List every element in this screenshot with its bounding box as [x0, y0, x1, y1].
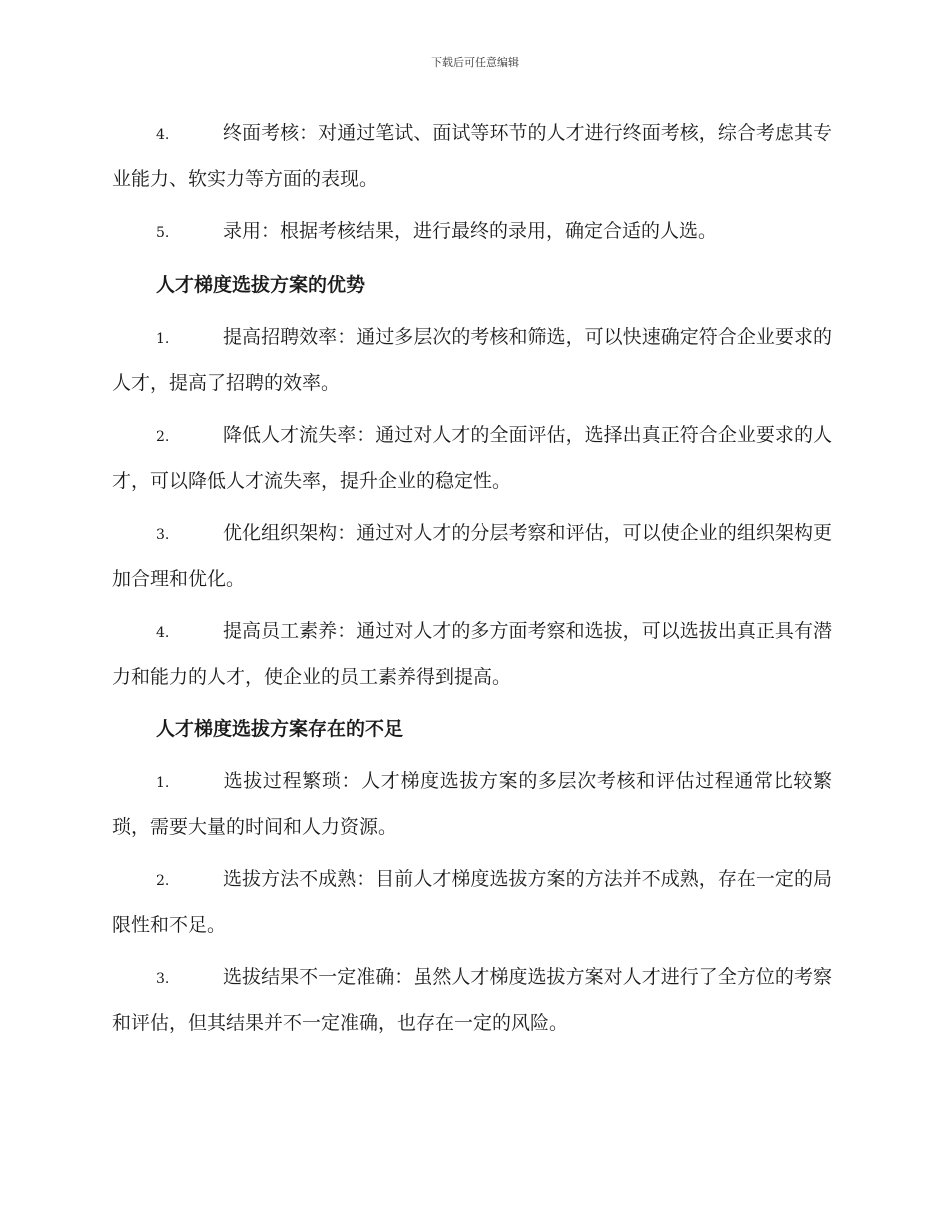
list-text: 优化组织架构：通过对人才的分层考察和评估，可以使企业的组织架构更加合理和优化。 — [112, 522, 832, 590]
list-item — [112, 857, 832, 947]
list-number: 2. — [156, 873, 170, 889]
list-item — [112, 609, 832, 699]
list-text: 选拔过程繁琐：人才梯度选拔方案的多层次考核和评估过程通常比较繁琐，需要大量的时间和人力资源。 — [112, 770, 832, 838]
list-number: 4. — [156, 625, 170, 641]
list-text: 终面考核：对通过笔试、面试等环节的人才进行终面考核，综合考虑其专业能力、软实力等方面的表现。 — [112, 122, 832, 190]
list-item — [112, 511, 832, 601]
list-text: 提高招聘效率：通过多层次的考核和筛选，可以快速确定符合企业要求的人才，提高了招聘的效率。 — [112, 326, 832, 394]
list-number: 3. — [156, 527, 170, 543]
list-text: 降低人才流失率：通过对人才的全面评估，选择出真正符合企业要求的人才，可以降低人才流失率，提升企业的稳定性。 — [112, 424, 832, 492]
list-item — [112, 413, 832, 503]
list-number: 4. — [156, 127, 170, 143]
list-item — [112, 759, 832, 849]
document-body — [112, 111, 832, 1053]
section-title-advantages: 人才梯度选拔方案的优势 — [156, 274, 366, 296]
page-header: 下载后可任意编辑 — [431, 56, 519, 69]
list-text: 提高员工素养：通过对人才的多方面考察和选拔，可以选拔出真正具有潜力和能力的人才，使企业的员工素养得到提高。 — [112, 620, 832, 688]
list-number: 1. — [156, 775, 170, 791]
list-item — [112, 955, 832, 1045]
list-text: 选拔结果不一定准确：虽然人才梯度选拔方案对人才进行了全方位的考察和评估，但其结果并不一定准确，也存在一定的风险。 — [112, 966, 832, 1034]
list-text: 录用：根据考核结果，进行最终的录用，确定合适的人选。 — [223, 220, 718, 242]
list-item — [112, 315, 832, 405]
list-item-final-review — [112, 111, 832, 201]
list-item-hiring — [112, 209, 832, 255]
section-title-shortcomings: 人才梯度选拔方案存在的不足 — [156, 718, 404, 740]
list-number: 2. — [156, 429, 170, 445]
list-number: 1. — [156, 331, 170, 347]
list-text: 选拔方法不成熟：目前人才梯度选拔方案的方法并不成熟，存在一定的局限性和不足。 — [112, 868, 832, 936]
list-number: 5. — [156, 225, 170, 241]
list-number: 3. — [156, 971, 170, 987]
